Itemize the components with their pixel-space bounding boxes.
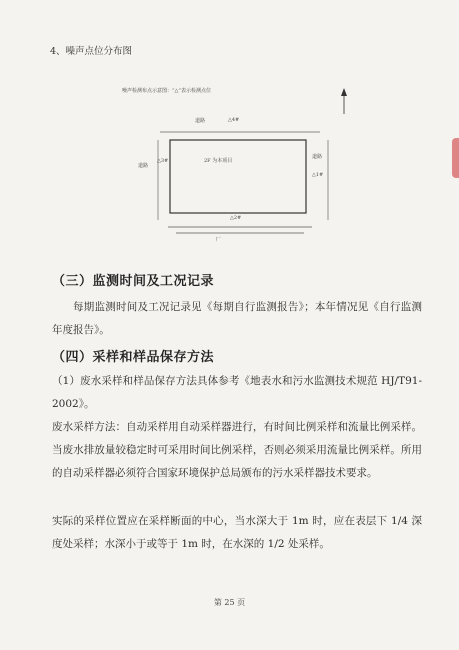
center-label: 2F 为本项目 <box>204 158 233 164</box>
diagram-lines <box>0 0 459 260</box>
point-3-label: △3# <box>157 158 169 164</box>
north-arrow-head <box>341 88 347 96</box>
section-3-heading: （三）监测时间及工况记录 <box>52 274 215 289</box>
section-4-title: 4、噪声点位分布图 <box>50 46 133 57</box>
bottom-label: 厂 <box>216 237 222 243</box>
point-2-label: △2# <box>230 215 242 221</box>
section-3-paragraph: 每期监测时间及工况记录见《每期自行监测报告》；本年情况见《自行监测年度报告》。 <box>52 301 422 336</box>
page-number: 第 25 页 <box>213 598 246 607</box>
road-top-label: 道路 <box>195 118 206 124</box>
section-four-paragraph-2: 废水采样方法：自动采样用自动采样器进行，有时间比例采样和流量比例采样。当废水排放量较稳定时可采用时间比例采样，否则必须采用流量比例采样。所用的自动采样器必须符合国家环境保护总局颁布的污水采样器技术要求。 <box>52 421 422 479</box>
section-four-heading: （四）采样和样品保存方法 <box>52 350 215 365</box>
diagram-caption: 噪声检测布点示意图：“△”表示检测点位 <box>122 88 211 94</box>
noise-point-diagram <box>0 0 459 260</box>
point-1-label: △1# <box>312 172 324 178</box>
road-left-label: 道路 <box>138 163 149 169</box>
road-right-label: 道路 <box>312 154 323 160</box>
site-boundary <box>170 140 306 213</box>
section-four-paragraph-1: （1）废水采样和样品保存方法具体参考《地表水和污水监测技术规范 HJ/T91-2002》。 <box>52 375 422 410</box>
point-4-label: △4# <box>228 117 240 123</box>
section-four-paragraph-3: 实际的采样位置应在采样断面的中心，当水深大于 1m 时，应在表层下 1/4 深度处采样；水深小于或等于 1m 时，在水深的 1/2 处采样。 <box>52 515 422 550</box>
